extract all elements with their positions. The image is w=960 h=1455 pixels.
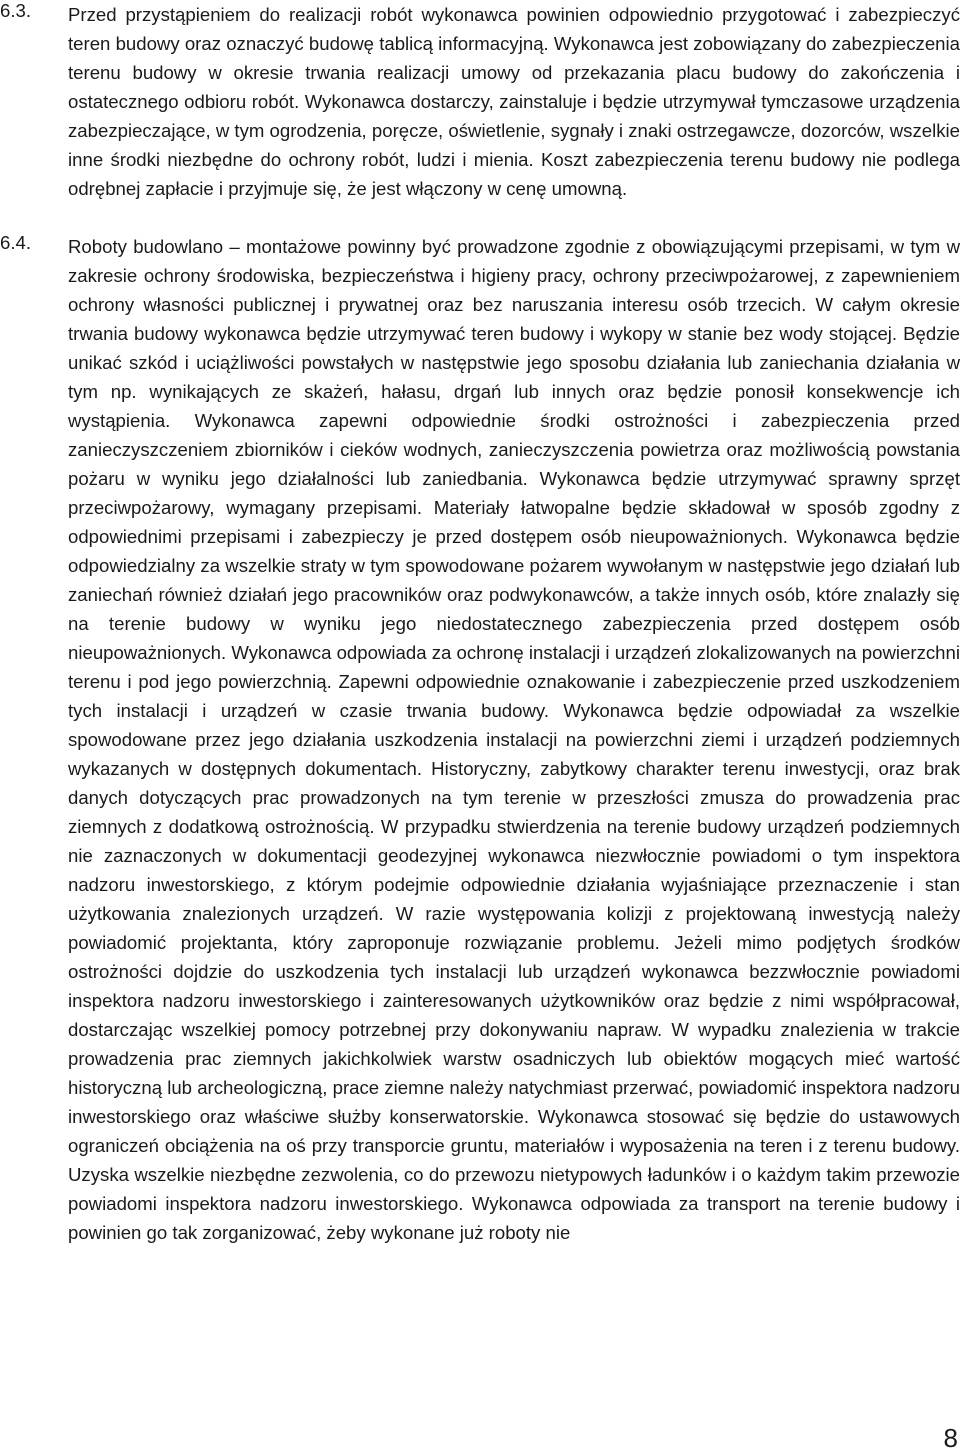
section-number: 6.3. bbox=[0, 0, 32, 21]
page-number: 8 bbox=[943, 1423, 958, 1453]
section-number: 6.4. bbox=[0, 232, 32, 253]
section-paragraph: Roboty budowlano – montażowe powinny być prowadzone zgodnie z obowiązującymi przepisami, w tym w zakresie ochrony środowiska, bezpieczeństwa i higieny pracy, ochrony przeciwpożarowej, z zapewnieniem ochrony własności publicznej i prywatnej oraz bez naruszania interesu osób trzecich. W całym okresie trwania budowy wykonawca będzie utrzymywać teren budowy i wykopy w stanie bez wody stojącej. Będzie unikać szkód i uciążliwości powstałych w następstwie jego sposobu działania lub zaniechania działania w tym np. wynikających ze skażeń, hałasu, drgań lub innych oraz będzie ponosił konsekwencje ich wystąpienia. Wykonawca zapewni odpowiednie środki ostrożności i zabezpieczenia przed zanieczyszczeniem zbiorników i cieków wodnych, zanieczyszczenia powietrza oraz możliwością powstania pożaru w wyniku jego działalności lub zaniedbania. Wykonawca będzie utrzymywać sprawny sprzęt przeciwpożarowy, wymagany przepisami. Materiały łatwopalne będzie składował w sposób zgodny z odpowiednimi przepisami i zabezpieczy je przed dostępem osób nieupoważnionych. Wykonawca będzie odpowiedzialny za wszelkie straty w tym spowodowane pożarem wywołanym w następstwie jego działań lub zaniechań również działań jego pracowników oraz podwykonawców, a także innych osób, które znalazły się na terenie budowy w wyniku jego niedostatecznego zabezpieczenia przed dostępem osób nieupoważnionych. Wykonawca odpowiada za ochronę instalacji i urządzeń zlokalizowanych na powierzchni terenu i pod jego powierzchnią. Zapewni odpowiednie oznakowanie i zabezpieczenie przed uszkodzeniem tych instalacji i urządzeń w czasie trwania budowy. Wykonawca będzie odpowiadał za wszelkie spowodowane przez jego działania uszkodzenia instalacji na powierzchni ziemi i urządzeń podziemnych wykazanych w dostępnych dokumentach. Historyczny, zabytkowy charakter terenu inwestycji, oraz brak danych dotyczących prac prowadzonych na tym terenie w przeszłości zmusza do prowadzenia prac ziemnych z dodatkową ostrożnością. W przypadku stwierdzenia na terenie budowy urządzeń podziemnych nie zaznaczonych w dokumentacji geodezyjnej wykonawca niezwłocznie powiadomi o tym inspektora nadzoru inwestorskiego, z którym podejmie odpowiednie działania wyjaśniające przeznaczenie i stan użytkowania znalezionych urządzeń. W razie występowania kolizji z projektowaną inwestycją należy powiadomić projektanta, który zaproponuje rozwiązanie problemu. Jeżeli mimo podjętych środków ostrożności dojdzie do uszkodzenia tych instalacji lub urządzeń wykonawca bezzwłocznie powiadomi inspektora nadzoru inwestorskiego i zainteresowanych użytkowników oraz będzie z nimi współpracował, dostarczając wszelkiej pomocy potrzebnej przy dokonywaniu napraw. W wypadku znalezienia w trakcie prowadzenia prac ziemnych jakichkolwiek warstw osadniczych lub obiektów mogących mieć wartość historyczną lub archeologiczną, prace ziemne należy natychmiast przerwać, powiadomić inspektora nadzoru inwestorskiego oraz właściwe służby konserwatorskie. Wykonawca stosować się będzie do ustawowych ograniczeń obciążenia na oś przy transporcie gruntu, materiałów i wyposażenia na teren i z terenu budowy. Uzyska wszelkie niezbędne zezwolenia, co do przewozu nietypowych ładunków i o każdym takim przewozie powiadomi inspektora nadzoru inwestorskiego. Wykonawca odpowiada za transport na terenie budowy i powinien go tak zorganizować, żeby wykonane już roboty nie bbox=[68, 236, 960, 1243]
section-paragraph: Przed przystąpieniem do realizacji robót wykonawca powinien odpowiednio przygotować i zabezpieczyć teren budowy oraz oznaczyć budowę tablicą informacyjną. Wykonawca jest zobowiązany do zabezpieczenia terenu budowy w okresie trwania realizacji umowy od przekazania placu budowy do zakończenia i ostatecznego odbioru robót. Wykonawca dostarczy, zainstaluje i będzie utrzymywał tymczasowe urządzenia zabezpieczające, w tym ogrodzenia, poręcze, oświetlenie, sygnały i znaki ostrzegawcze, dozorców, wszelkie inne środki niezbędne do ochrony robót, ludzi i mienia. Koszt zabezpieczenia terenu budowy nie podlega odrębnej zapłacie i przyjmuje się, że jest włączony w cenę umowną. bbox=[68, 4, 960, 199]
